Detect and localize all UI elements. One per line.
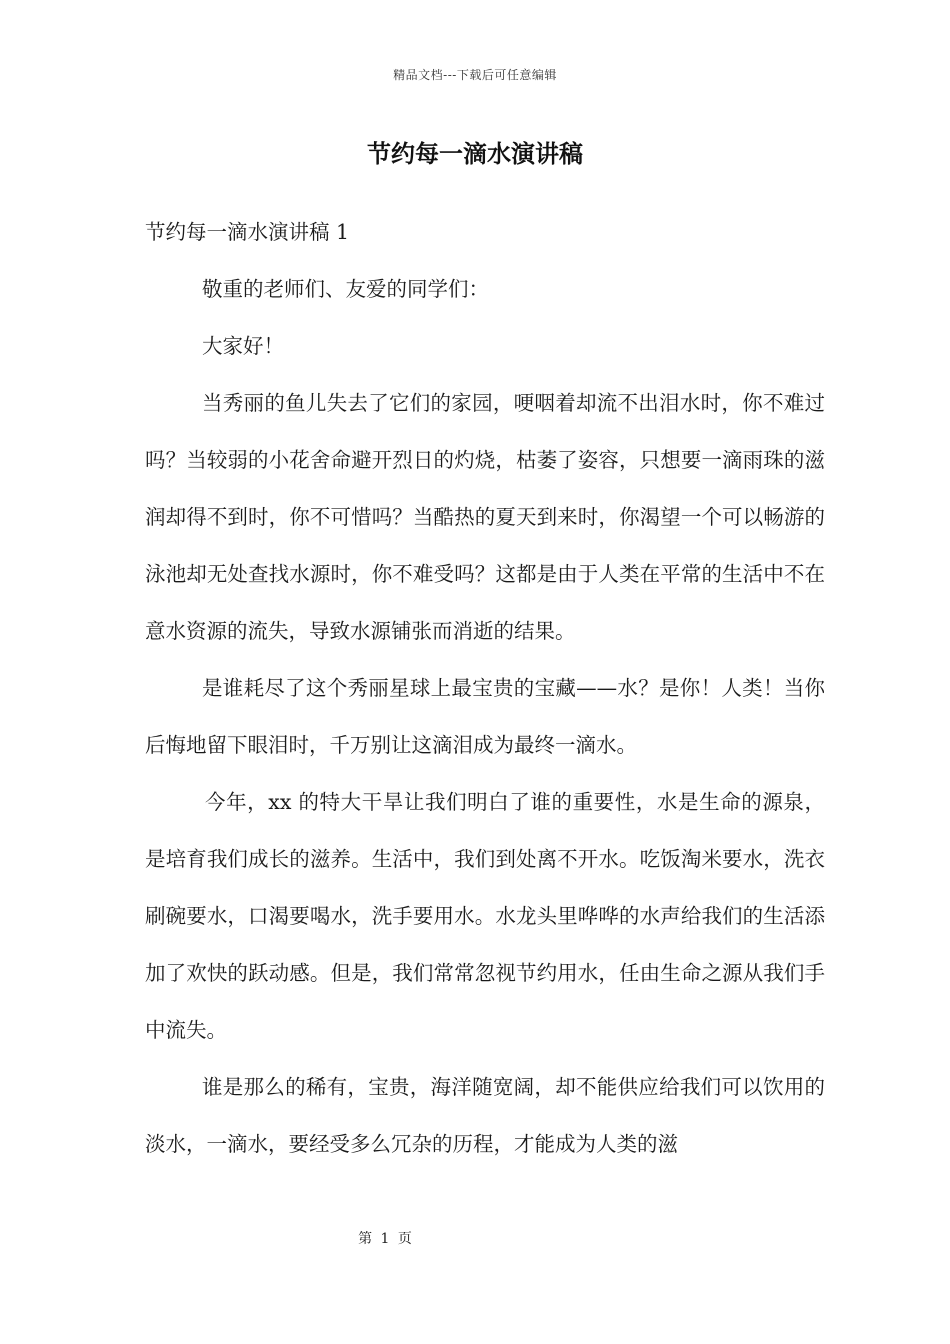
paragraph-3: 今年，xx 的特大干旱让我们明白了谁的重要性，水是生命的源泉，是培育我们成长的滋养。生活中，我们到处离不开水。吃饭淘米要水，洗衣刷碗要水，口渴要喝水，洗手要用水。水龙头里哗哗的水声给我们的生活添加了欢快的跃动感。但是，我们常常忽视节约用水，任由生命之源从我们手中流失。: [145, 790, 825, 1042]
page-title: 节约每一滴水演讲稿: [367, 139, 583, 168]
page-number: 第 1 页: [358, 1231, 412, 1247]
header-note: 精品文档---下载后可任意编辑: [393, 68, 557, 82]
paragraph-hello: 大家好！: [202, 334, 284, 358]
paragraph-greeting: 敬重的老师们、友爱的同学们：: [202, 277, 489, 301]
paragraph-4: 谁是那么的稀有，宝贵，海洋随宽阔，却不能供应给我们可以饮用的淡水，一滴水，要经受多么冗杂的历程，才能成为人类的滋: [145, 1075, 825, 1156]
section-heading: 节约每一滴水演讲稿 1: [145, 220, 350, 244]
paragraph-1: 当秀丽的鱼儿失去了它们的家园，哽咽着却流不出泪水时，你不难过吗？当较弱的小花舍命避开烈日的灼烧，枯萎了姿容，只想要一滴雨珠的滋润却得不到时，你不可惜吗？当酷热的夏天到来时，你渴望一个可以畅游的泳池却无处查找水源时，你不难受吗？这都是由于人类在平常的生活中不在意水资源的流失，导致水源铺张而消逝的结果。: [145, 391, 825, 643]
document-body: [145, 204, 825, 1173]
paragraph-2: 是谁耗尽了这个秀丽星球上最宝贵的宝藏——水？是你！人类！当你后悔地留下眼泪时，千万别让这滴泪成为最终一滴水。: [145, 676, 825, 757]
